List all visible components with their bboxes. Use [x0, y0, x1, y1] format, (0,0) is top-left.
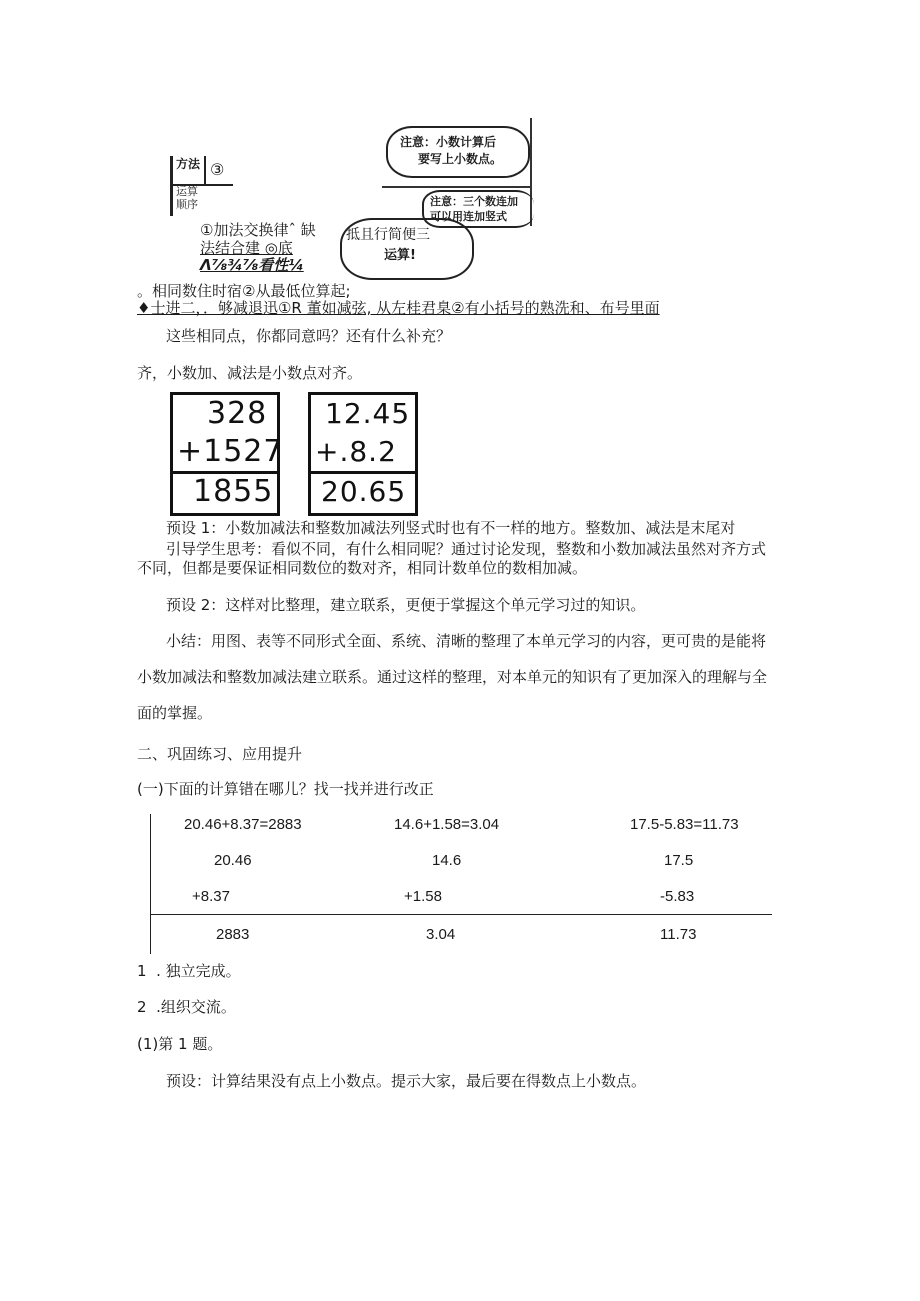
- step-2: 2 .组织交流。: [137, 998, 236, 1016]
- header-line-2: ♦士进二，．够减退迅①R 董如减弦, 从左桂君臬②有小括号的熟洗和、布号里面: [137, 299, 660, 317]
- result-1: 2883: [216, 926, 250, 943]
- note-panel: [346, 118, 532, 278]
- section-title: 二、巩固练习、应用提升: [137, 745, 303, 763]
- note-cloud-2: 注意：三个数连加 可以用连加竖式: [422, 190, 534, 228]
- preset1-line-3: 不同，但都是要保证相同数位的数对齐，相同计数单位的数相加减。: [137, 559, 588, 577]
- result-2: 3.04: [426, 926, 456, 943]
- step-3: (1)第 1 题。: [137, 1035, 223, 1053]
- method-label: 方法: [176, 157, 201, 171]
- result-3: 11.73: [660, 926, 697, 943]
- correction-table: [150, 812, 774, 956]
- integer-addition-box: [170, 392, 284, 516]
- summary-line-3: 面的掌握。: [137, 704, 213, 722]
- decimal-top-number: 12.45: [325, 397, 411, 430]
- method-table: [170, 156, 230, 216]
- preset1-line-1: 预设 1：小数加减法和整数加减法列竖式时也有不一样的地方。整数加、减法是末尾对: [166, 519, 736, 537]
- summary-line-2: 小数加减法和整数加减法建立联系。通过这样的整理，对本单元的知识有了更加深入的理解与全: [137, 668, 768, 686]
- summary-line-1: 小结：用图、表等不同形式全面、系统、清晰的整理了本单元学习的内容，更可贵的是能将: [166, 632, 767, 650]
- diagram-line-3: Λ⅞¾⅞看性¼: [200, 256, 304, 274]
- preset2: 预设 2：这样对比整理，建立联系，更便于掌握这个单元学习过的知识。: [166, 596, 646, 614]
- header-line-1: 。相同数住时宿②从最低位算起;: [137, 282, 351, 300]
- step-1: 1 . 独立完成。: [137, 962, 241, 980]
- addend-2: +1.58: [404, 888, 442, 905]
- diagram-line-1: ①加法交换律ˆ 缺: [200, 221, 316, 239]
- diagram-line-2: 法结合建 ◎底: [200, 239, 293, 257]
- addend-1: +8.37: [192, 888, 230, 905]
- problem-1: 20.46+8.37=2883: [184, 816, 302, 833]
- decimal-addition-box: [308, 392, 418, 516]
- operand-3: 17.5: [664, 852, 694, 869]
- note-cloud-3: 抵且行简便三 运算!: [340, 218, 474, 280]
- integer-top-number: 328: [207, 396, 268, 431]
- order-label: 运算: [176, 185, 198, 198]
- operand-1: 20.46: [214, 852, 252, 869]
- integer-result: 1855: [193, 474, 274, 509]
- paragraph-agree: 这些相同点，你都同意吗？还有什么补充？: [166, 327, 452, 345]
- diagram-fragment: [160, 118, 540, 283]
- decimal-addend: +.8.2: [315, 435, 397, 468]
- preset1-line-2: 引导学生思考：看似不同，有什么相同呢？通过讨论发现，整数和小数加减法虽然对齐方式: [166, 540, 767, 558]
- note-cloud-1: 注意：小数计算后 要写上小数点。: [386, 126, 530, 178]
- method-circle-number: ③: [210, 160, 225, 179]
- order-label-2: 顺序: [176, 198, 198, 211]
- operand-2: 14.6: [432, 852, 462, 869]
- problem-2: 14.6+1.58=3.04: [394, 816, 500, 833]
- decimal-result: 20.65: [321, 475, 407, 508]
- addend-3: -5.83: [660, 888, 695, 905]
- section-subtitle: (一)下面的计算错在哪儿？找一找并进行改正: [137, 780, 434, 798]
- preset3: 预设：计算结果没有点上小数点。提示大家，最后要在得数点上小数点。: [166, 1072, 647, 1090]
- paragraph-align: 齐，小数加、减法是小数点对齐。: [137, 364, 363, 382]
- integer-addend: +1527: [177, 434, 284, 469]
- problem-3: 17.5-5.83=11.73: [630, 816, 739, 833]
